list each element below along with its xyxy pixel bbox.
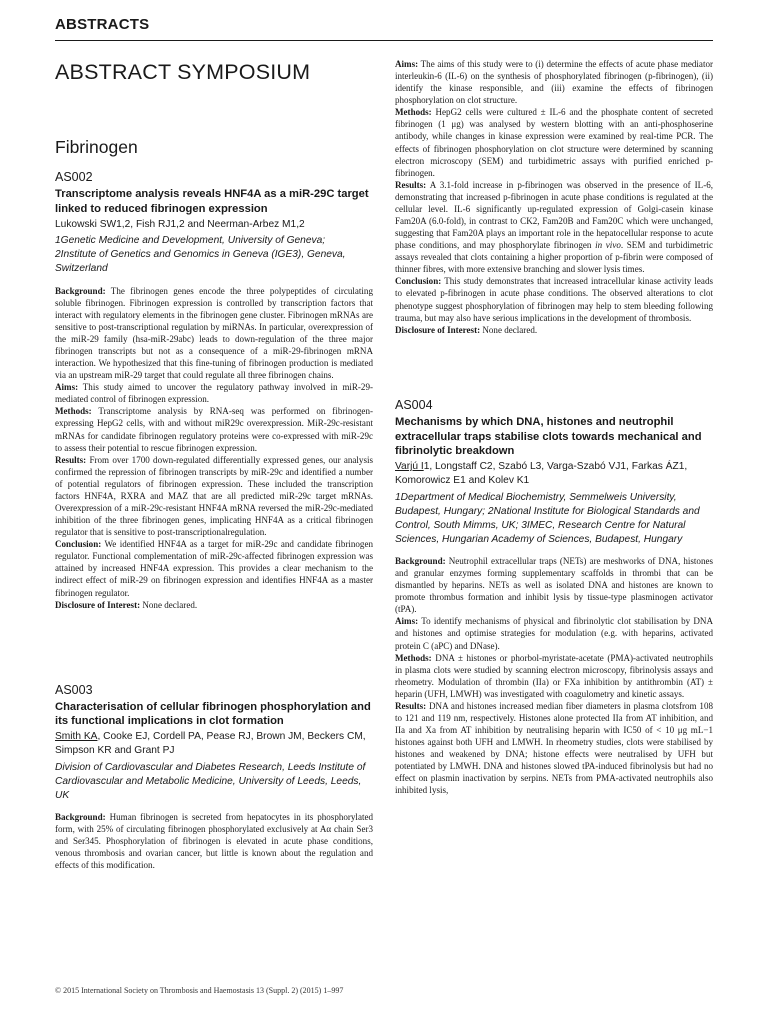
disclosure-label: Disclosure of Interest: <box>395 324 481 335</box>
conclusion-paragraph <box>55 538 373 598</box>
aims-paragraph <box>395 615 713 651</box>
methods-label: Methods: <box>395 652 432 663</box>
aims-label: Aims: <box>395 616 419 627</box>
disclosure-text: None declared. <box>482 324 538 335</box>
methods-text: HepG2 cells were cultured ± IL-6 and the phosphate content of secreted fibrinogen (1 μg) was analysed by western blotting with an anti-phosphoserine antibody, while changes in kinase expression were examined by real-time PCR. The effects of fibrinogen phosphorylation on clot structure were determined by scanning electron microscopy (SEM) and turbidimetric assays with purified enriched p-fibrinogen. <box>395 107 713 178</box>
abstract-as003 <box>55 683 373 872</box>
methods-label: Methods: <box>395 107 432 118</box>
disclosure-paragraph <box>55 599 373 611</box>
background-label: Background: <box>55 285 106 296</box>
disclosure-text: None declared. <box>142 599 198 610</box>
methods-paragraph <box>395 652 713 700</box>
abstract-as002 <box>55 170 373 611</box>
results-paragraph <box>395 179 713 276</box>
results-italic-term: in vivo <box>595 240 621 251</box>
results-label: Results: <box>395 179 427 190</box>
conclusion-text: This study demonstrates that increased intracellular kinase activity leads to elevated p-fibrinogen in acute phase conditions. The observed alterations to clot phenotype suggest phosphorylation of fibrinogen may help to stem bleeding following trauma, but may also have serious implications in the development of thrombosis. <box>395 276 713 323</box>
abstract-title: Transcriptome analysis reveals HNF4A as a miR-29C target linked to reduced fibrinogen expression <box>55 188 369 215</box>
co-authors: 1, Longstaff C2, Szabó L3, Varga-Szabó VJ1, Farkas ÁZ1, Komorowicz E1 and Kolev K1 <box>395 461 688 486</box>
results-label: Results: <box>55 454 87 465</box>
conclusion-paragraph <box>395 275 713 323</box>
symposium-title: ABSTRACT SYMPOSIUM <box>55 60 311 84</box>
abstract-id: AS003 <box>55 682 93 697</box>
abstract-id: AS002 <box>55 170 93 184</box>
abstract-title: Characterisation of cellular fibrinogen phosphorylation and its functional implications in clot formation <box>55 700 371 728</box>
conclusion-label: Conclusion: <box>395 276 442 287</box>
results-label: Results: <box>395 700 427 711</box>
abstract-authors <box>395 460 713 488</box>
abstract-body <box>55 811 373 871</box>
results-text: From over 1700 down-regulated differentially expressed genes, our analysis confirmed the repression of fibrinogen transcripts by miR-29c and identified a number of potential regulators of fibrinogen expression. These included the transcription factors HNF4A, RXRA and MAZ that are all predicted miR-29c target mRNAs. Overexpression of a miR-29c-resistant HNF4A mRNA reversed the miR-29c-mediated inhibition of the three fibrinogen genes, implicating HNF4A as a critical fibrinogen regulator that is sensitive to post-transcriptionalregulation. <box>55 454 373 538</box>
abstract-affiliation: 2Institute of Genetics and Genomics in Geneva (IGE3), Geneva, Switzerland <box>55 249 346 275</box>
methods-text: DNA ± histones or phorbol-myristate-acetate (PMA)-activated neutrophils in plasma clots were studied by scanning electron microscopy, fibrinolysis assays and rheometry. Modulation of thrombin (IIa) or FXa inhibition by antithrombin (AT) ± heparin (UFH, LMWH) was investigated with coagulometry and kinetic assays. <box>395 652 713 699</box>
background-label: Background: <box>55 812 106 822</box>
header-rule <box>55 40 713 41</box>
left-column <box>55 52 373 871</box>
methods-paragraph <box>395 106 713 178</box>
results-paragraph <box>55 454 373 539</box>
aims-label: Aims: <box>395 59 419 69</box>
methods-label: Methods: <box>55 406 92 417</box>
background-paragraph <box>55 285 373 382</box>
abstract-as004 <box>395 398 713 797</box>
abstract-affiliation: 1Department of Medical Biochemistry, Semmelweis University, Budapest, Hungary; 2National Institute for Biological Standards and Control, South Mimms, UK; 3IMEC, Research Centre for Natural Sciences, Hungarian Academy of Sciences, Budapest, Hungary <box>395 491 700 545</box>
abstract-body <box>395 555 713 797</box>
background-label: Background: <box>395 555 446 566</box>
page-footer: © 2015 International Society on Thrombosis and Haemostasis 13 (Suppl. 2) (2015) 1–997 <box>55 986 344 995</box>
background-paragraph <box>55 811 373 871</box>
disclosure-paragraph <box>395 324 713 336</box>
results-text: A 3.1-fold increase in p-fibrinogen was observed in the presence of IL-6, demonstrating that increased p-fibrinogen in acute phase conditions is regulated at the cellular level. IL-6 significantly up-regulated expression of Golgi-casein kinase Fam20A (6.0-fold), in contrast to CK2, Fam20B and Fam20C which were unchanged, suggesting that Fam20A plays an important role in the hepatocellular response to acute phase conditions, and may phosphorylate fibrinogen <box>395 179 713 251</box>
co-authors: , Cooke EJ, Cordell PA, Pease RJ, Brown JM, Beckers CM, Simpson KR and Grant PJ <box>55 731 366 756</box>
aims-text: This study aimed to uncover the regulatory pathway involved in miR-29-mediated control of fibrinogen expression. <box>55 382 373 405</box>
conclusion-label: Conclusion: <box>55 539 102 550</box>
results-paragraph <box>395 700 713 797</box>
background-text: The fibrinogen genes encode the three polypeptides of circulating soluble fibrinogen. Fibrinogen expression is controlled by transcription factors that interact with regulatory elements in the fibrinogen gene cluster. Fibrinogen mRNAs are sensitive to post-transcriptional regulation by miRNAs. In particular, overexpression of the miR-29 family (hsa-miR-29abc) leads to down-regulation of the three major fibrinogen transcripts but not as a consequence of a miR-29-fibrinogen mRNA interaction. We hypothesized that this fine-tuning of fibrinogen production is mediated via an upstream miR-29 target that could regulate all three fibrinogen chains. <box>55 285 373 381</box>
right-column <box>395 58 713 797</box>
abstract-affiliation: Division of Cardiovascular and Diabetes Research, Leeds Institute of Cardiovascular and Metabolic Medicine, University of Leeds, Leeds, UK <box>55 761 366 801</box>
background-paragraph <box>395 555 713 615</box>
results-text-continued: . SEM and turbidimetric assays revealed that clots containing a higher proportion of p-fibrin were composed of thinner fibres, with more extensive branching and slower lysis times. <box>395 240 713 275</box>
abstract-title: Mechanisms by which DNA, histones and neutrophil extracellular traps stabilise clots towards mechanical and fibrinolytic breakdown <box>395 415 702 458</box>
methods-text: Transcriptome analysis by RNA-seq was performed on fibrinogen-expressing HepG2 cells, with and without miR29c overexpression. MiR-29c-resistant mRNAs for candidate fibrinogen regulatory proteins were co-expressed with miR-29c to assess their potential to rescue fibrinogen expression. <box>55 406 373 453</box>
presenting-author: Smith KA <box>55 731 98 743</box>
disclosure-label: Disclosure of Interest: <box>55 599 141 610</box>
abstract-affiliation: 1Genetic Medicine and Development, University of Geneva; <box>55 235 326 247</box>
aims-label: Aims: <box>55 382 79 393</box>
abstract-id: AS004 <box>395 397 433 412</box>
conclusion-text: We identified HNF4A as a target for miR-29c and candidate fibrinogen regulator. Functional complementation of miR-29c-affected fibrinogen expression was attained by increased HNF4A expression. This provides a clear mechanism to the indirect effect of miR-29 on fibrinogen expression and identifies HNF4A as a master fibrinogen regulator. <box>55 539 373 598</box>
aims-paragraph <box>55 381 373 405</box>
running-header: ABSTRACTS <box>55 16 150 33</box>
abstract-authors: Lukowski SW1,2, Fish RJ1,2 and Neerman-Arbez M1,2 <box>55 218 305 230</box>
aims-text: To identify mechanisms of physical and fibrinolytic clot stabilisation by DNA and histones and optimise strategies for modulation (e.g. with heparins, activated protein C (aPC) and DNase). <box>395 616 713 651</box>
presenting-author: Varjú I <box>395 461 424 473</box>
methods-paragraph <box>55 405 373 453</box>
abstract-authors <box>55 730 373 758</box>
section-title: Fibrinogen <box>55 137 138 157</box>
aims-text: The aims of this study were to (i) determine the effects of acute phase mediator interleukin-6 (IL-6) on the synthesis of phosphorylated fibrinogen (p-fibrinogen), (ii) identify the kinase responsible, and (iii) examine the effects of fibrinogen phosphorylation on clot structure. <box>395 59 714 106</box>
aims-paragraph <box>395 58 713 106</box>
background-text: Human fibrinogen is secreted from hepatocytes in its phosphorylated form, with 25% of circulating fibrinogen phosphorylated exclusively at Aα chain Ser3 and Ser345. Phosphorylation of fibrinogen is elevated in acute phase conditions, venous thrombosis and ovarian cancer, but little is known about the regulation and effects of this modification. <box>55 812 374 871</box>
abstract-body <box>55 285 373 611</box>
background-text: Neutrophil extracellular traps (NETs) are meshworks of DNA, histones and granular enzymes forming supplementary scaffolds in thrombi that can be dismantled by heparins. NETs as well as isolated DNA and histones are known to promote thrombus formation and inhibit lysis by tissue-type plasminogen activator (tPA). <box>395 555 714 615</box>
abstract-as003-continued <box>395 58 713 336</box>
results-text: DNA and histones increased median fiber diameters in plasma clotsfrom 108 to 121 and 119 nm, respectively. Histones alone protected IIa from AT inhibition, and IIa and Xa from AT inhibition by neutralising heparin with IC50 of < 10 μg mL−1 histones against both UFH and LMWH. In rheometry studies, clots were stabilised by histones and weakened by DNA; histone effects were neutralised by UFH but potentiated by LMWH. DNA and histones slowed tPA-induced fibrinolysis but had no effect on plasmin inactivation by serpins. NETs from PMA-activated neutrophils also inhibited lysis, <box>395 700 713 796</box>
